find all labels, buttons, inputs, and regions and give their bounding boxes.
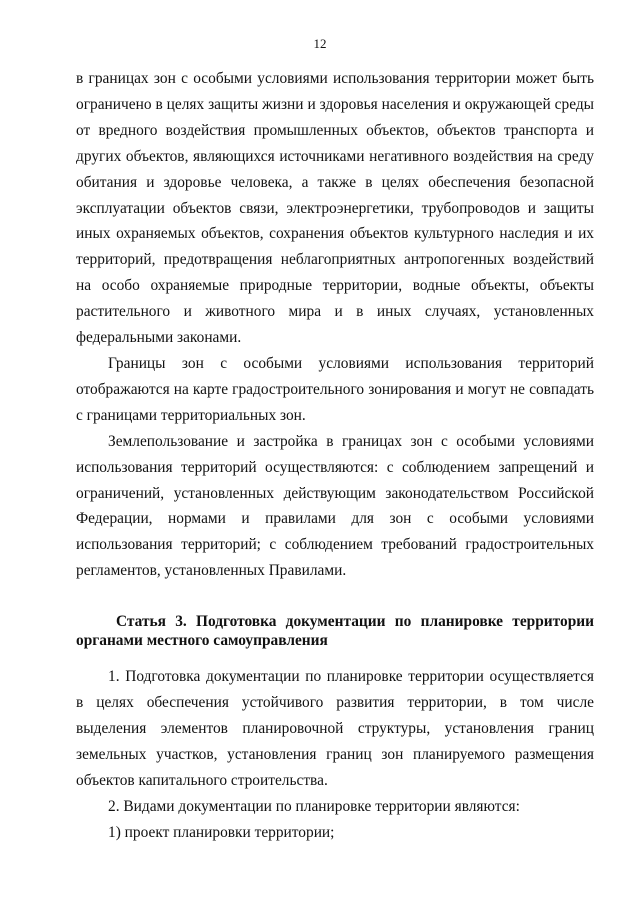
paragraph-zone-boundaries: Границы зон с особыми условиями использования территорий отображаются на карте градостроительного зонирования и могут не совпадать с границами территориальных зон.: [76, 354, 594, 424]
page-number: 12: [313, 36, 327, 51]
paragraph-continuation: в границах зон с особыми условиями использования территории может быть ограничено в целях защиты жизни и здоровья населения и окружающей среды от вредного воздействия промышленных объектов, объектов транспорта и других объектов, являющихся источниками негативного воздействия на среду обитания и здоровье человека, а также в целях обеспечения безопасной эксплуатации объектов связи, электроэнергетики, трубопроводов и защиты иных охраняемых объектов, сохранения объектов культурного наследия и их территорий, предотвращения неблагоприятных антропогенных воздействий на особо охраняемые природные территории, водные объекты, объекты растительного и животного мира и в иных случаях, установленных федеральными законами.: [76, 70, 594, 347]
article-heading: Статья 3. Подготовка документации по планировке территории органами местного самоуправления: [76, 613, 594, 650]
paragraph-land-use: Землепользование и застройка в границах зон с особыми условиями использования территорий осуществляются: с соблюдением запрещений и ограничений, установленных действующим законодательством Российской Федерации, нормами и правилами для зон с особыми условиями использования территорий; с соблюдением требований градостроительных регламентов, установленных Правилами.: [76, 432, 594, 580]
article-item-1: 1. Подготовка документации по планировке территории осуществляется в целях обеспечения устойчивого развития территории, в том числе выделения элементов планировочной структуры, установления границ земельных участков, установления границ зон планируемого размещения объектов капитального строительства.: [76, 668, 594, 789]
document-body: [76, 66, 594, 845]
article-item-2: 2. Видами документации по планировке территории являются:: [108, 797, 520, 815]
article-item-2-sub-1: 1) проект планировки территории;: [108, 823, 335, 841]
